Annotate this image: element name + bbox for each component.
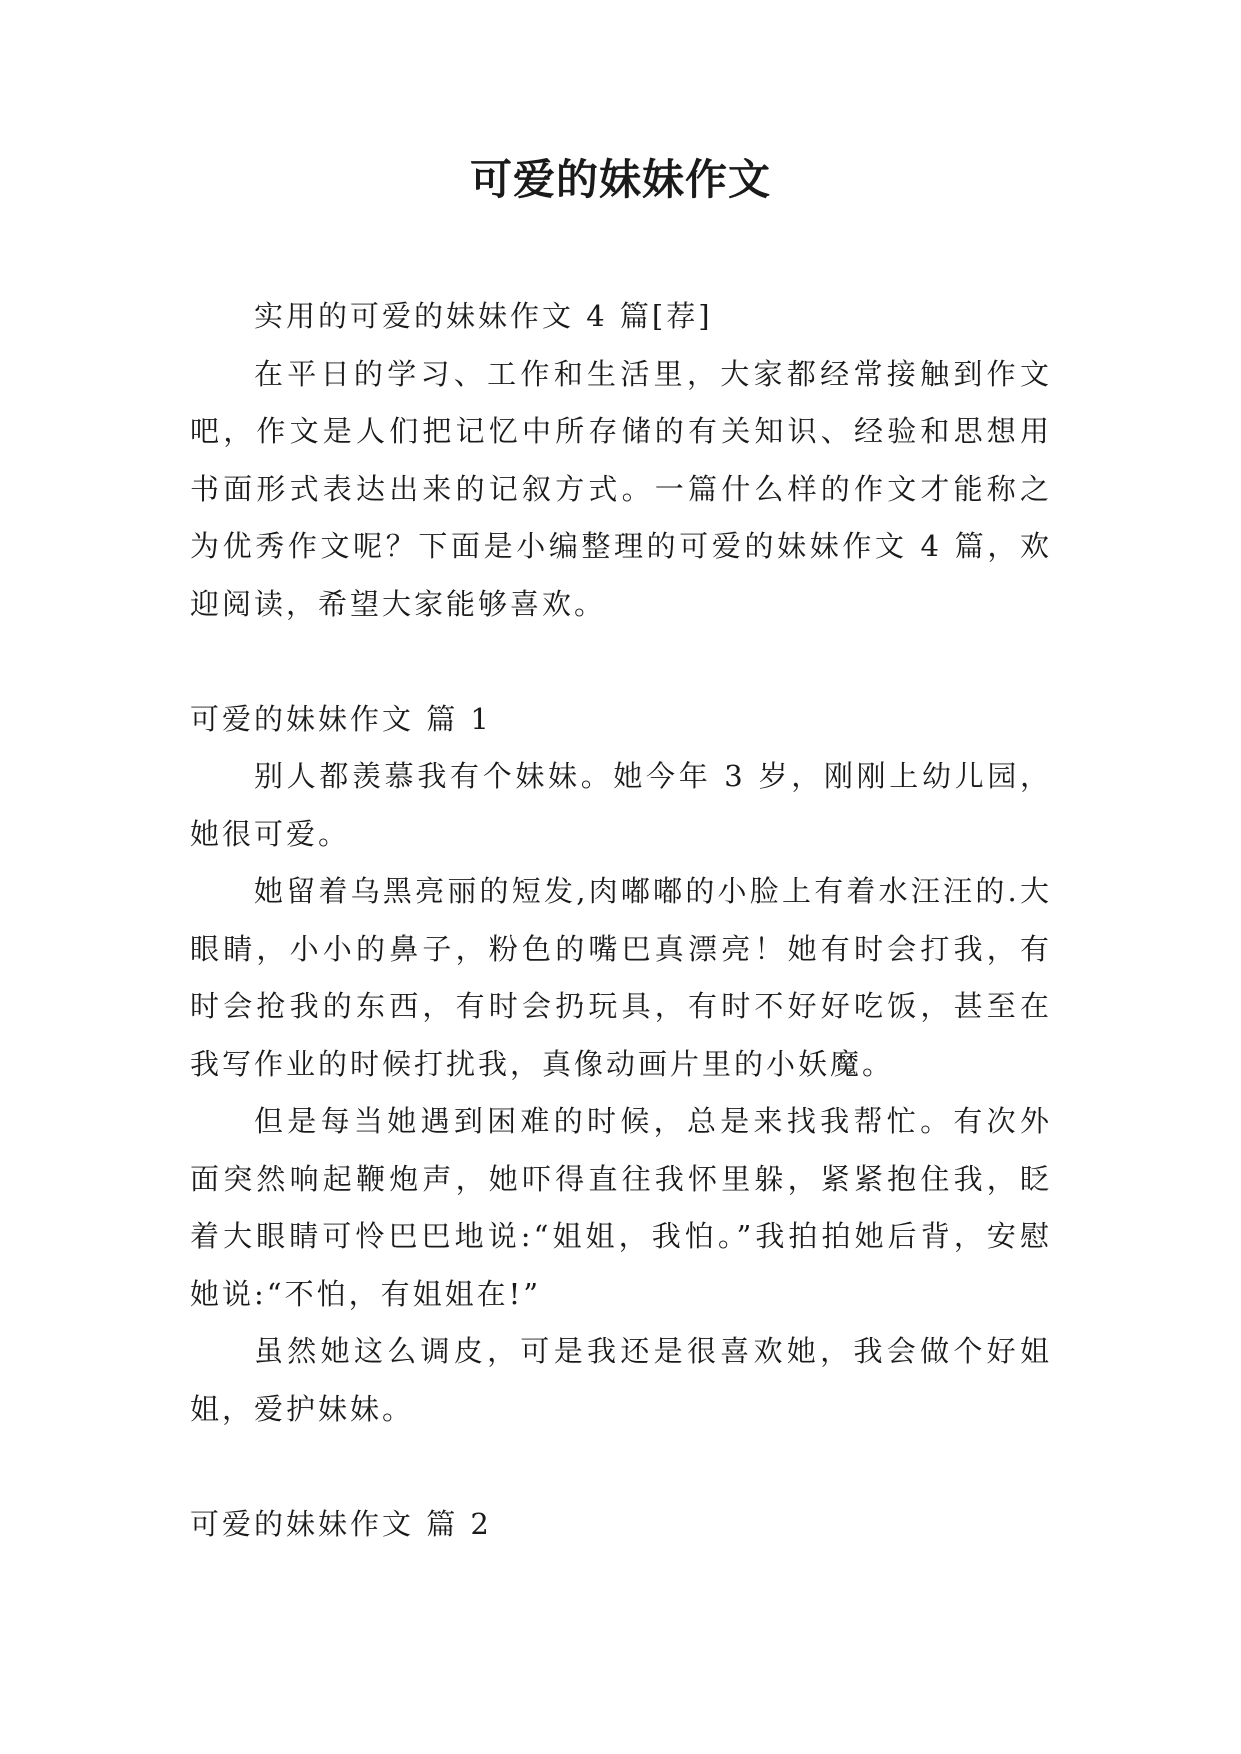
body-paragraph: 她留着乌黑亮丽的短发,肉嘟嘟的小脸上有着水汪汪的.大眼睛，小小的鼻子，粉色的嘴巴真漂亮！她有时会打我，有时会抢我的东西，有时会扔玩具，有时不好好吃饭，甚至在我写作业的时候打扰我，真像动画片里的小妖魔。 bbox=[190, 874, 1052, 1081]
section-heading-1: 可爱的妹妹作文 篇 1 bbox=[190, 701, 492, 736]
intro-paragraph: 在平日的学习、工作和生活里，大家都经常接触到作文吧，作文是人们把记忆中所存储的有关知识、经验和思想用书面形式表达出来的记叙方式。一篇什么样的作文才能称之为优秀作文呢？下面是小编整理的可爱的妹妹作文 4 篇，欢迎阅读，希望大家能够喜欢。 bbox=[190, 356, 1052, 621]
document-body bbox=[190, 288, 1052, 1553]
section-spacer bbox=[190, 1438, 1052, 1496]
body-paragraph: 别人都羡慕我有个妹妹。她今年 3 岁，刚刚上幼儿园，她很可爱。 bbox=[190, 759, 1052, 851]
document-subtitle: 实用的可爱的妹妹作文 4 篇[荐] bbox=[254, 299, 713, 333]
section-spacer bbox=[190, 633, 1052, 691]
body-paragraph: 但是每当她遇到困难的时候，总是来找我帮忙。有次外面突然响起鞭炮声，她吓得直往我怀里躲，紧紧抱住我，眨着大眼睛可怜巴巴地说:“姐姐，我怕。”我拍拍她后背，安慰她说:“不怕，有姐姐在!” bbox=[190, 1104, 1052, 1311]
document-title: 可爱的妹妹作文 bbox=[469, 155, 771, 204]
section-heading-2: 可爱的妹妹作文 篇 2 bbox=[190, 1506, 492, 1541]
body-paragraph: 虽然她这么调皮，可是我还是很喜欢她，我会做个好姐姐，爱护妹妹。 bbox=[190, 1334, 1052, 1426]
